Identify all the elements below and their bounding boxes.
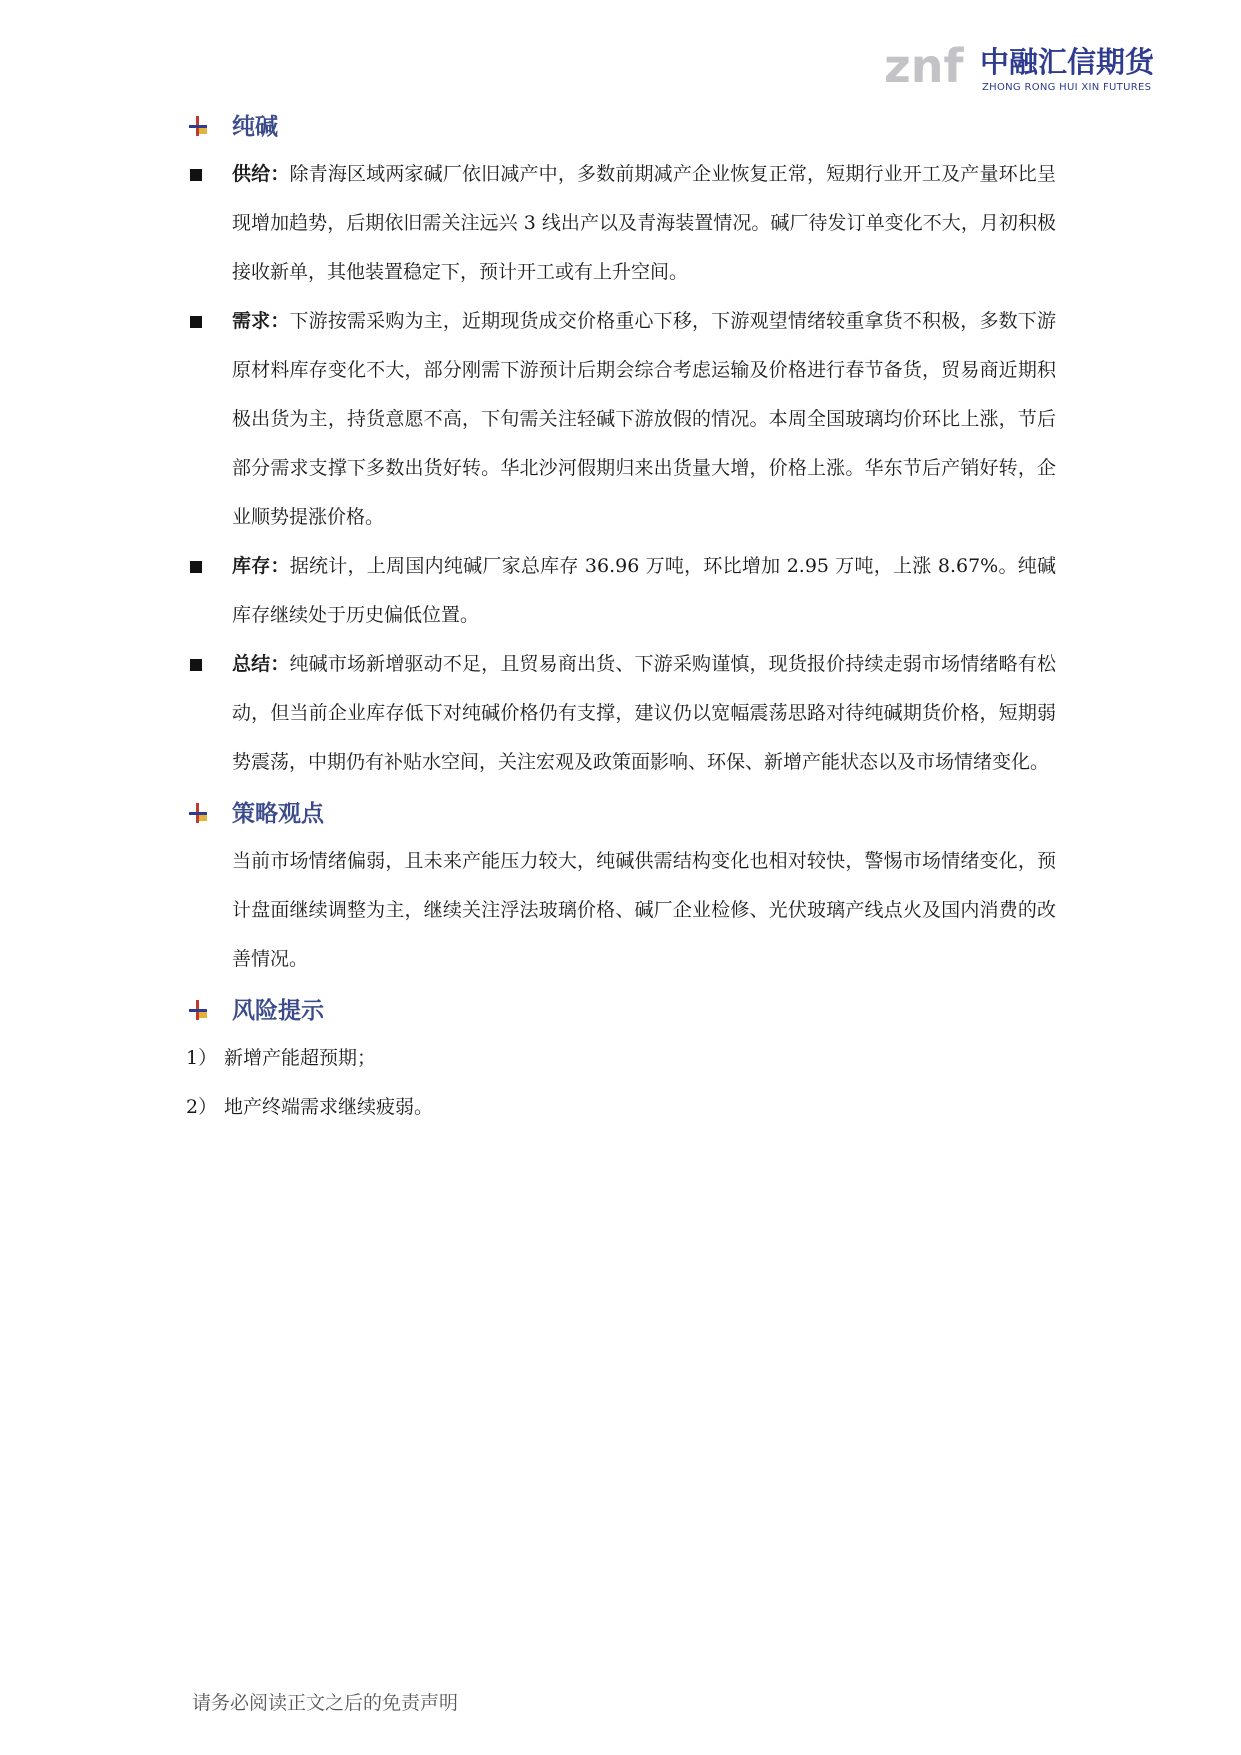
- section-heading-soda: [186, 100, 1056, 150]
- logo-english-name: ZHONG RONG HUI XIN FUTURES: [982, 82, 1152, 93]
- lead-label: 供给：: [232, 163, 290, 185]
- paragraph-text: 下游按需采购为主，近期现货成交价格重心下移，下游观望情绪较重拿货不积极，多数下游原材料库存变化不大，部分刚需下游预计后期会综合考虑运输及价格进行春节备货，贸易商近期积极出货为主，持货意愿不高，下旬需关注轻碱下游放假的情况。本周全国玻璃均价环比上涨，节后部分需求支撑下多数出货好转。华北沙河假期归来出货量大增，价格上涨。华东节后产销好转，企业顺势提涨价格。: [232, 310, 1056, 528]
- paragraph-supply: [232, 150, 1056, 297]
- paragraph-text: 据统计，上周国内纯碱厂家总库存 36.96 万吨，环比增加 2.95 万吨，上涨 8.67%。纯碱库存继续处于历史偏低位置。: [232, 555, 1056, 626]
- logo-chinese-name: 中融汇信期货: [980, 45, 1155, 79]
- logo-mark-text: znf: [884, 39, 964, 92]
- paragraph-text: 纯碱市场新增驱动不足，且贸易商出货、下游采购谨慎，现货报价持续走弱市场情绪略有松动，但当前企业库存低下对纯碱价格仍有支撑，建议仍以宽幅震荡思路对待纯碱期货价格，短期弱势震荡，中期仍有补贴水空间，关注宏观及政策面影响、环保、新增产能状态以及市场情绪变化。: [232, 653, 1056, 773]
- square-bullet-icon: [190, 561, 202, 573]
- lead-label: 库存：: [232, 555, 290, 577]
- section-title: 策略观点: [232, 801, 324, 827]
- list-item: [186, 1083, 1056, 1132]
- paragraph-demand: [232, 297, 1056, 542]
- section-heading-strategy: [186, 787, 1056, 837]
- square-bullet-icon: [190, 316, 202, 328]
- section-heading-risk: [186, 984, 1056, 1034]
- lead-label: 需求：: [232, 310, 290, 332]
- list-item: [186, 1034, 1056, 1083]
- list-item-text: 新增产能超预期；: [224, 1047, 377, 1069]
- risk-list: [186, 1034, 1056, 1132]
- section-title: 纯碱: [232, 114, 278, 140]
- paragraph-summary: [232, 640, 1056, 787]
- list-item-text: 地产终端需求继续疲弱。: [224, 1096, 434, 1118]
- section-cross-icon: [186, 998, 210, 1022]
- section-cross-icon: [186, 114, 210, 138]
- list-item-number: 1）: [186, 1047, 218, 1069]
- bullet-demand: [186, 297, 1056, 542]
- paragraph-text: 除青海区域两家碱厂依旧减产中，多数前期减产企业恢复正常，短期行业开工及产量环比呈现增加趋势，后期依旧需关注远兴 3 线出产以及青海装置情况。碱厂待发订单变化不大，月初积极接收新单，其他装置稳定下，预计开工或有上升空间。: [232, 163, 1056, 283]
- section-title: 风险提示: [232, 998, 324, 1024]
- paragraph-inventory: [232, 542, 1056, 640]
- list-item-number: 2）: [186, 1096, 218, 1118]
- square-bullet-icon: [190, 659, 202, 671]
- footer-disclaimer: 请务必阅读正文之后的免责声明: [192, 1692, 459, 1714]
- bullet-supply: [186, 150, 1056, 297]
- section-cross-icon: [186, 801, 210, 825]
- paragraph-strategy: 当前市场情绪偏弱，且未来产能压力较大，纯碱供需结构变化也相对较快，警惕市场情绪变化，预计盘面继续调整为主，继续关注浮法玻璃价格、碱厂企业检修、光伏玻璃产线点火及国内消费的改善情况。: [232, 850, 1056, 970]
- znf-logo-mark: [884, 30, 974, 92]
- document-body: [186, 100, 1056, 1132]
- lead-label: 总结：: [232, 653, 290, 675]
- company-logo: [884, 30, 1164, 96]
- square-bullet-icon: [190, 169, 202, 181]
- bullet-summary: [186, 640, 1056, 787]
- strategy-body: [186, 837, 1056, 984]
- bullet-inventory: [186, 542, 1056, 640]
